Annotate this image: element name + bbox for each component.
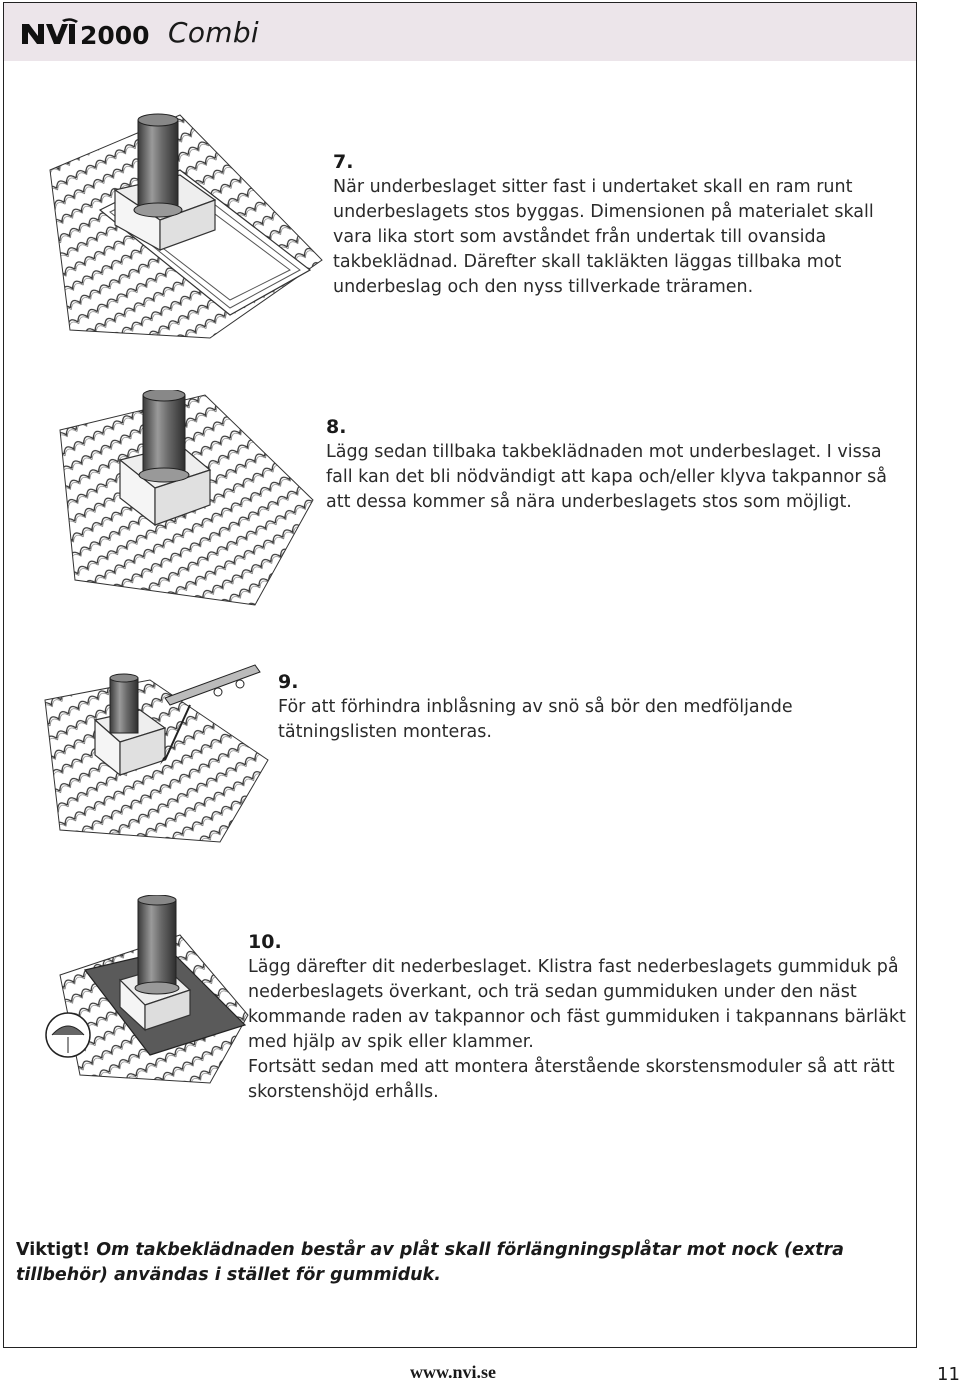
note-label: Viktigt! (16, 1240, 91, 1260)
figure-step-7 (40, 110, 325, 340)
svg-text:2000: 2000 (80, 21, 150, 48)
important-note (16, 1238, 916, 1288)
step-10 (248, 930, 916, 1105)
figure-step-9 (40, 660, 272, 845)
step-text: När underbeslaget sitter fast i undertaket skall en ram runt underbeslagets stos byggas. Dimensionen på materialet skall vara lika stort som avståndet från undertak till ovansida takbeklädnad. Därefter skall takläkten läggas tillbaka mot underbeslag och den nyss tillverkade träramen. (333, 177, 874, 297)
step-7 (333, 150, 893, 300)
step-number: 9. (278, 671, 299, 693)
step-text: Lägg sedan tillbaka takbeklädnaden mot underbeslaget. I vissa fall kan det bli nödvändigt att kapa och/eller klyva takpannor så att dessa kommer så nära underbeslagets stos som möjligt. (326, 442, 887, 512)
step-text: Lägg därefter dit nederbeslaget. Klistra fast nederbeslagets gummiduk på nederbeslagets överkant, och trä sedan gummiduken under den näst kommande raden av takpannor och fäst gummiduken i takpannans bärläkt med hjälp av spik eller klammer. (248, 957, 906, 1052)
footer-url[interactable]: www.nvi.se (410, 1362, 497, 1382)
figure-step-8 (55, 390, 315, 610)
header-subtitle: Combi (168, 16, 260, 49)
note-text: Om takbeklädnaden består av plåt skall förlängningsplåtar mot nock (extra tillbehör) användas i stället för gummiduk. (16, 1240, 844, 1285)
step-number: 7. (333, 151, 354, 173)
step-text-continued: Fortsätt sedan med att montera återstående skorstensmoduler så att rätt skorstenshöjd erhålls. (248, 1057, 895, 1102)
page-number: 11 (937, 1364, 960, 1385)
step-8 (326, 415, 906, 515)
figure-step-10 (40, 895, 250, 1085)
step-number: 8. (326, 416, 347, 438)
step-text: För att förhindra inblåsning av snö så bör den medföljande tätningslisten monteras. (278, 697, 793, 742)
step-number: 10. (248, 931, 282, 953)
step-9 (278, 670, 898, 745)
nvi-logo (22, 18, 157, 48)
